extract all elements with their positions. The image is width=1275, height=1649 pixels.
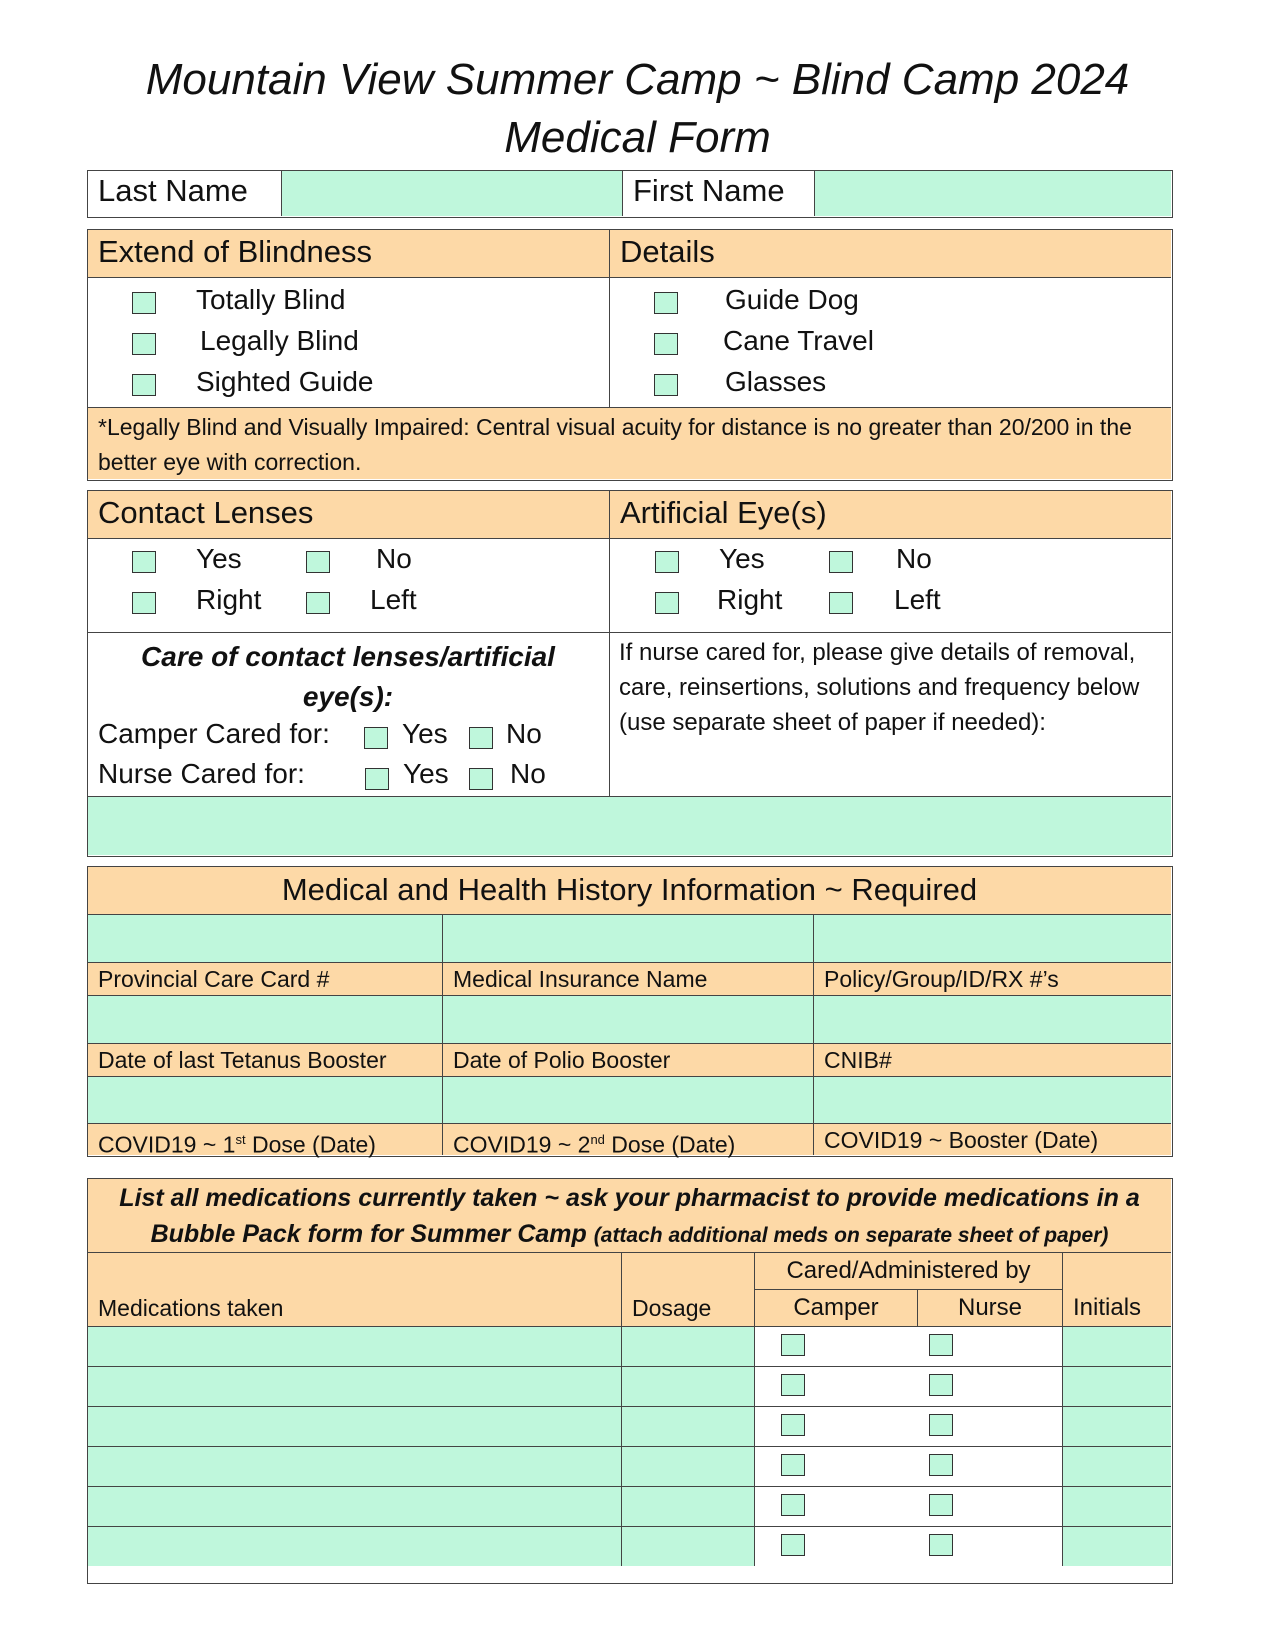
care-card-field[interactable]	[88, 915, 442, 962]
polio-label: Date of Polio Booster	[442, 1043, 813, 1077]
col-medications: Medications taken	[88, 1253, 621, 1326]
nurse-administered-checkbox[interactable]	[929, 1454, 953, 1476]
details-header: Details	[609, 230, 1171, 278]
covid-booster-label: COVID19 ~ Booster (Date)	[813, 1123, 1171, 1155]
initials-field[interactable]	[1062, 1486, 1171, 1526]
medication-name-field[interactable]	[88, 1406, 621, 1446]
camper-administered-checkbox[interactable]	[781, 1494, 805, 1516]
contact-left-checkbox[interactable]	[306, 592, 330, 614]
contact-no-checkbox[interactable]	[306, 551, 330, 573]
medications-intro	[88, 1179, 1171, 1253]
col-dosage: Dosage	[621, 1253, 754, 1326]
artificial-right-label: Right	[717, 584, 783, 615]
contacts-section	[87, 490, 1173, 857]
camper-administered-checkbox[interactable]	[781, 1374, 805, 1396]
artificial-no-label: No	[896, 543, 932, 574]
initials-field[interactable]	[1062, 1526, 1171, 1566]
contact-left-label: Left	[370, 584, 417, 615]
medications-intro-note: (attach additional meds on separate sheet of paper)	[593, 1224, 1109, 1247]
care-card-label: Provincial Care Card #	[88, 962, 442, 996]
nurse-cared-no-checkbox[interactable]	[469, 768, 493, 790]
artificial-yes-checkbox[interactable]	[655, 551, 679, 573]
last-name-label: Last Name	[98, 173, 248, 208]
camper-administered-checkbox[interactable]	[781, 1334, 805, 1356]
cnib-label: CNIB#	[813, 1043, 1171, 1077]
artificial-right-checkbox[interactable]	[655, 592, 679, 614]
covid-dose1-field[interactable]	[88, 1077, 442, 1123]
first-name-field[interactable]	[814, 171, 1171, 216]
cane-travel-label: Cane Travel	[723, 325, 874, 356]
guide-dog-label: Guide Dog	[725, 284, 859, 315]
form-title-line2: Medical Form	[504, 113, 771, 162]
medications-section	[87, 1178, 1173, 1584]
cane-travel-checkbox[interactable]	[654, 333, 678, 355]
artificial-left-checkbox[interactable]	[829, 592, 853, 614]
care-divider	[88, 632, 1171, 633]
artificial-no-checkbox[interactable]	[829, 551, 853, 573]
dosage-field[interactable]	[621, 1526, 754, 1566]
medications-intro-bold: List all medications currently taken ~ ask your pharmacist to provide medications in a Bubble Pack form for Summer Camp	[119, 1184, 1140, 1248]
nurse-cared-yes-label: Yes	[403, 758, 449, 789]
contact-right-checkbox[interactable]	[132, 592, 156, 614]
contact-lenses-header: Contact Lenses	[88, 491, 609, 539]
nurse-administered-checkbox[interactable]	[929, 1374, 953, 1396]
covid-dose2-field[interactable]	[442, 1077, 813, 1123]
col-initials: Initials	[1062, 1253, 1171, 1326]
dosage-field[interactable]	[621, 1366, 754, 1406]
nurse-cared-yes-checkbox[interactable]	[365, 768, 389, 790]
sighted-guide-checkbox[interactable]	[132, 374, 156, 396]
care-title: Care of contact lenses/artificial eye(s):	[141, 641, 555, 712]
tetanus-label: Date of last Tetanus Booster	[88, 1043, 442, 1077]
initials-field[interactable]	[1062, 1326, 1171, 1366]
artificial-left-label: Left	[894, 584, 941, 615]
dosage-field[interactable]	[621, 1446, 754, 1486]
nurse-administered-checkbox[interactable]	[929, 1334, 953, 1356]
contact-no-label: No	[376, 543, 412, 574]
camper-cared-yes-checkbox[interactable]	[364, 727, 388, 749]
insurance-name-label: Medical Insurance Name	[442, 962, 813, 996]
guide-dog-checkbox[interactable]	[654, 292, 678, 314]
cnib-field[interactable]	[813, 996, 1171, 1043]
medication-name-field[interactable]	[88, 1526, 621, 1566]
column-divider	[609, 278, 610, 407]
name-row	[87, 170, 1173, 218]
initials-field[interactable]	[1062, 1446, 1171, 1486]
policy-field[interactable]	[813, 915, 1171, 962]
totally-blind-label: Totally Blind	[196, 284, 346, 315]
covid-dose1-label: COVID19 ~ 1st Dose (Date)	[88, 1123, 442, 1155]
nurse-details-text: If nurse cared for, please give details of removal, care, reinsertions, solutions and frequency below (use separate sheet of paper if needed):	[619, 639, 1140, 736]
contact-yes-label: Yes	[196, 543, 242, 574]
camper-cared-yes-label: Yes	[402, 718, 448, 749]
covid-booster-field[interactable]	[813, 1077, 1171, 1123]
nurse-administered-checkbox[interactable]	[929, 1414, 953, 1436]
sighted-guide-label: Sighted Guide	[196, 366, 374, 397]
camper-cared-label: Camper Cared for:	[98, 718, 330, 749]
col-camper: Camper	[754, 1290, 917, 1326]
policy-label: Policy/Group/ID/RX #’s	[813, 962, 1171, 996]
contact-yes-checkbox[interactable]	[132, 551, 156, 573]
tetanus-field[interactable]	[88, 996, 442, 1043]
medication-name-field[interactable]	[88, 1326, 621, 1366]
artificial-eye-header: Artificial Eye(s)	[609, 491, 1171, 539]
legally-blind-label: Legally Blind	[200, 325, 359, 356]
legally-blind-checkbox[interactable]	[132, 333, 156, 355]
camper-cared-no-checkbox[interactable]	[469, 727, 493, 749]
dosage-field[interactable]	[621, 1406, 754, 1446]
initials-field[interactable]	[1062, 1366, 1171, 1406]
camper-cared-no-label: No	[506, 718, 542, 749]
insurance-name-field[interactable]	[442, 915, 813, 962]
covid-dose2-label: COVID19 ~ 2nd Dose (Date)	[442, 1123, 813, 1155]
dosage-field[interactable]	[621, 1486, 754, 1526]
polio-field[interactable]	[442, 996, 813, 1043]
medication-name-field[interactable]	[88, 1366, 621, 1406]
medical-section	[87, 866, 1173, 1157]
form-title-line1: Mountain View Summer Camp ~ Blind Camp 2024	[145, 55, 1130, 104]
col-cared-by: Cared/Administered by	[754, 1253, 1062, 1290]
nurse-administered-checkbox[interactable]	[929, 1494, 953, 1516]
camper-administered-checkbox[interactable]	[781, 1414, 805, 1436]
medical-header: Medical and Health History Information ~ Required	[88, 867, 1171, 915]
camper-administered-checkbox[interactable]	[781, 1454, 805, 1476]
totally-blind-checkbox[interactable]	[132, 292, 156, 314]
last-name-field[interactable]	[281, 171, 622, 216]
dosage-field[interactable]	[621, 1326, 754, 1366]
extent-header: Extend of Blindness	[88, 230, 609, 278]
initials-field[interactable]	[1062, 1406, 1171, 1446]
artificial-yes-label: Yes	[719, 543, 765, 574]
nurse-cared-no-label: No	[510, 758, 546, 789]
glasses-label: Glasses	[725, 366, 827, 397]
col-nurse: Nurse	[917, 1290, 1062, 1326]
contact-right-label: Right	[196, 584, 262, 615]
medication-name-field[interactable]	[88, 1446, 621, 1486]
nurse-cared-label: Nurse Cared for:	[98, 758, 305, 789]
glasses-checkbox[interactable]	[654, 374, 678, 396]
medication-name-field[interactable]	[88, 1486, 621, 1526]
first-name-label: First Name	[622, 171, 814, 216]
nurse-administered-checkbox[interactable]	[929, 1534, 953, 1556]
legally-blind-note: *Legally Blind and Visually Impaired: Central visual acuity for distance is no greater than 20/200 in the better eye with correction.	[88, 407, 1171, 479]
blindness-section	[87, 229, 1173, 481]
camper-administered-checkbox[interactable]	[781, 1534, 805, 1556]
nurse-details-field[interactable]	[88, 796, 1171, 855]
